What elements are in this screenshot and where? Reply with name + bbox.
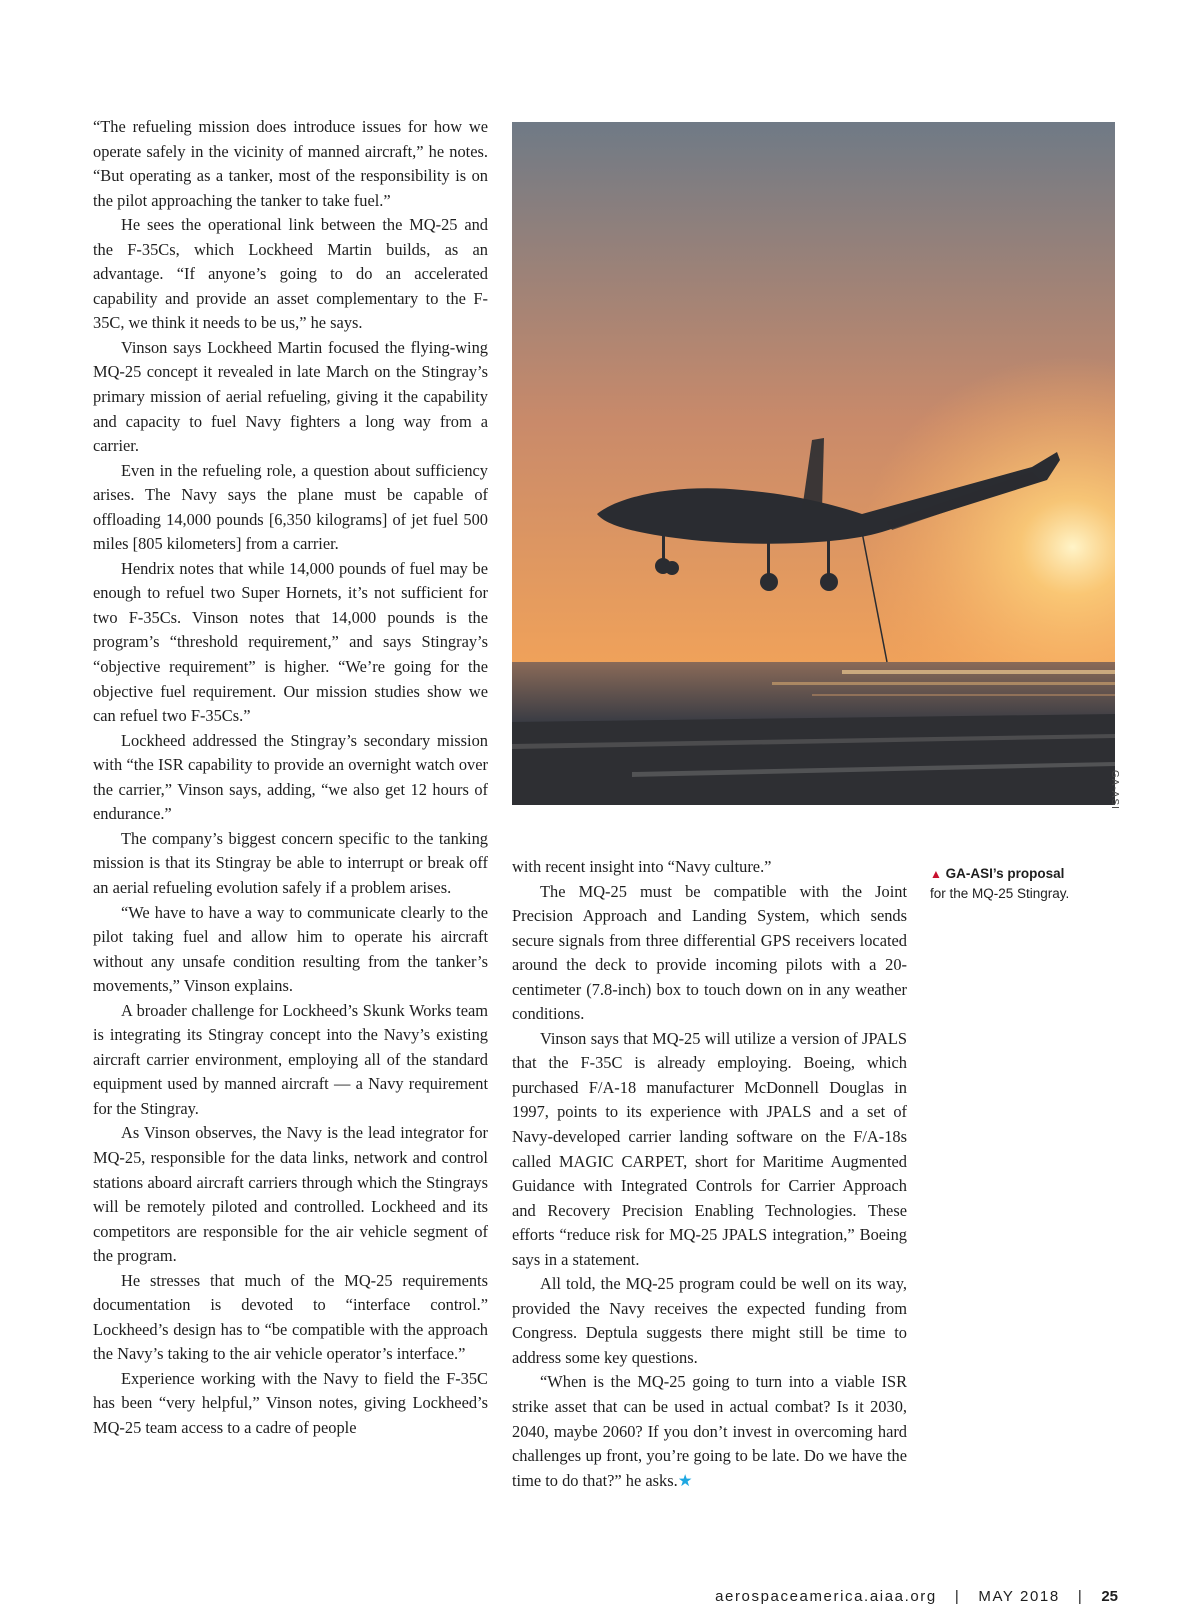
footer-issue: MAY 2018 bbox=[978, 1588, 1060, 1605]
paragraph: All told, the MQ-25 program could be well on its way, provided the Navy receives the expected funding from Congress. Deptula suggests there might still be time to address some key questions. bbox=[512, 1274, 907, 1367]
paragraph: Experience working with the Navy to field the F-35C has been “very helpful,” Vinson notes, giving Lockheed’s MQ-25 team access to a cadre of people bbox=[93, 1368, 488, 1437]
page-footer bbox=[715, 1588, 1118, 1605]
paragraph: Hendrix notes that while 14,000 pounds of fuel may be enough to refuel two Super Hornets, it’s not sufficient for two F-35Cs. Vinson notes that 14,000 pounds is the program’s “threshold requirement,” and says Stingray’s “objective requirement” is higher. “We’re going for the objective fuel requirement. Our mission studies show we can refuel two F-35Cs.” bbox=[93, 558, 488, 726]
page-number: 25 bbox=[1101, 1588, 1118, 1605]
footer-site: aerospaceamerica.aiaa.org bbox=[715, 1588, 937, 1605]
paragraph: “The refueling mission does introduce issues for how we operate safely in the vicinity of manned aircraft,” he notes. “But operating as a tanker, most of the responsibility is on the pilot approaching the tanker to take fuel.” bbox=[93, 117, 488, 210]
paragraph-final bbox=[512, 1370, 907, 1493]
paragraph: Lockheed addressed the Stingray’s secondary mission with “the ISR capability to provide an overnight watch over the carrier,” Vinson says, adding, “we also get 12 hours of endurance.” bbox=[93, 730, 488, 824]
article-column-left bbox=[93, 115, 488, 1441]
paragraph: A broader challenge for Lockheed’s Skunk Works team is integrating its Stingray concept into the Navy’s existing aircraft carrier environment, employing all of the standard equipment used by manned aircraft — a Navy requirement for the Stingray. bbox=[93, 1000, 488, 1118]
end-star-icon: ★ bbox=[677, 1470, 693, 1490]
paragraph: The company’s biggest concern specific to the tanking mission is that its Stingray be able to interrupt or break off an aerial refueling evolution safely if a problem arises. bbox=[93, 828, 488, 897]
paragraph: He sees the operational link between the MQ-25 and the F-35Cs, which Lockheed Martin builds, as an advantage. “If anyone’s going to do an accelerated capability and provide an asset complementary to the F-35C, we think it needs to be us,” he says. bbox=[93, 215, 488, 333]
aircraft-over-carrier-image bbox=[512, 122, 1115, 805]
paragraph-final-text: “When is the MQ-25 going to turn into a viable ISR strike asset that can be used in actual combat? Is it 2030, 2040, maybe 2060? If you don’t invest in overcoming hard challenges up front, you’re going to be late. Do we have the time to do that?” he asks. bbox=[512, 1372, 907, 1490]
caption-triangle-icon: ▲ bbox=[930, 867, 942, 881]
paragraph: He stresses that much of the MQ-25 requirements documentation is devoted to “interface control.” Lockheed’s design has to “be compatible with the approach the Navy’s taking to the air vehicle operator’s interface.” bbox=[93, 1270, 488, 1364]
photo-caption bbox=[930, 864, 1170, 904]
paragraph: Vinson says Lockheed Martin focused the flying-wing MQ-25 concept it revealed in late March on the Stingray’s primary mission of aerial refueling, giving it the capability and capacity to fuel Navy fighters a long way from a carrier. bbox=[93, 337, 488, 456]
caption-lead: GA-ASI’s proposal bbox=[945, 866, 1065, 881]
paragraph: The MQ-25 must be compatible with the Joint Precision Approach and Landing System, which sends secure signals from three differential GPS receivers located around the deck to provide incoming pilots with a 20-centimeter (7.8-inch) box to touch down on in any weather conditions. bbox=[512, 881, 907, 1024]
footer-separator: | bbox=[1077, 1588, 1084, 1605]
article-column-middle bbox=[512, 855, 907, 1493]
paragraph: Vinson says that MQ-25 will utilize a version of JPALS that the F-35C is already employing. Boeing, which purchased F/A-18 manufacturer McDonnell Douglas in 1997, points to its experience with JPALS and a set of Navy-developed carrier landing software on the F/A-18s called MAGIC CARPET, short for Maritime Augmented Guidance with Integrated Controls for Carrier Approach and Recovery Precision Enabling Technologies. These efforts “reduce risk for MQ-25 JPALS integration,” Boeing says in a statement. bbox=[512, 1028, 907, 1269]
footer-separator: | bbox=[954, 1588, 961, 1605]
stingray-photo bbox=[512, 122, 1115, 805]
photo-credit: GA-ASI bbox=[1109, 770, 1120, 810]
paragraph: As Vinson observes, the Navy is the lead integrator for MQ-25, responsible for the data links, network and control stations aboard aircraft carriers through which the Stingrays will be remotely piloted and controlled. Lockheed and its competitors are responsible for the air vehicle segment of the program. bbox=[93, 1123, 488, 1266]
caption-text: for the MQ-25 Stingray. bbox=[930, 886, 1070, 901]
paragraph: Even in the refueling role, a question about sufficiency arises. The Navy says the plane must be capable of offloading 14,000 pounds [6,350 kilograms] of jet fuel 500 miles [805 kilometers] from a carrier. bbox=[93, 460, 488, 554]
paragraph: “We have to have a way to communicate clearly to the pilot taking fuel and allow him to operate his aircraft without any unsafe condition resulting from the tanker’s movements,” Vinson explains. bbox=[93, 902, 488, 996]
paragraph: with recent insight into “Navy culture.” bbox=[512, 857, 772, 876]
